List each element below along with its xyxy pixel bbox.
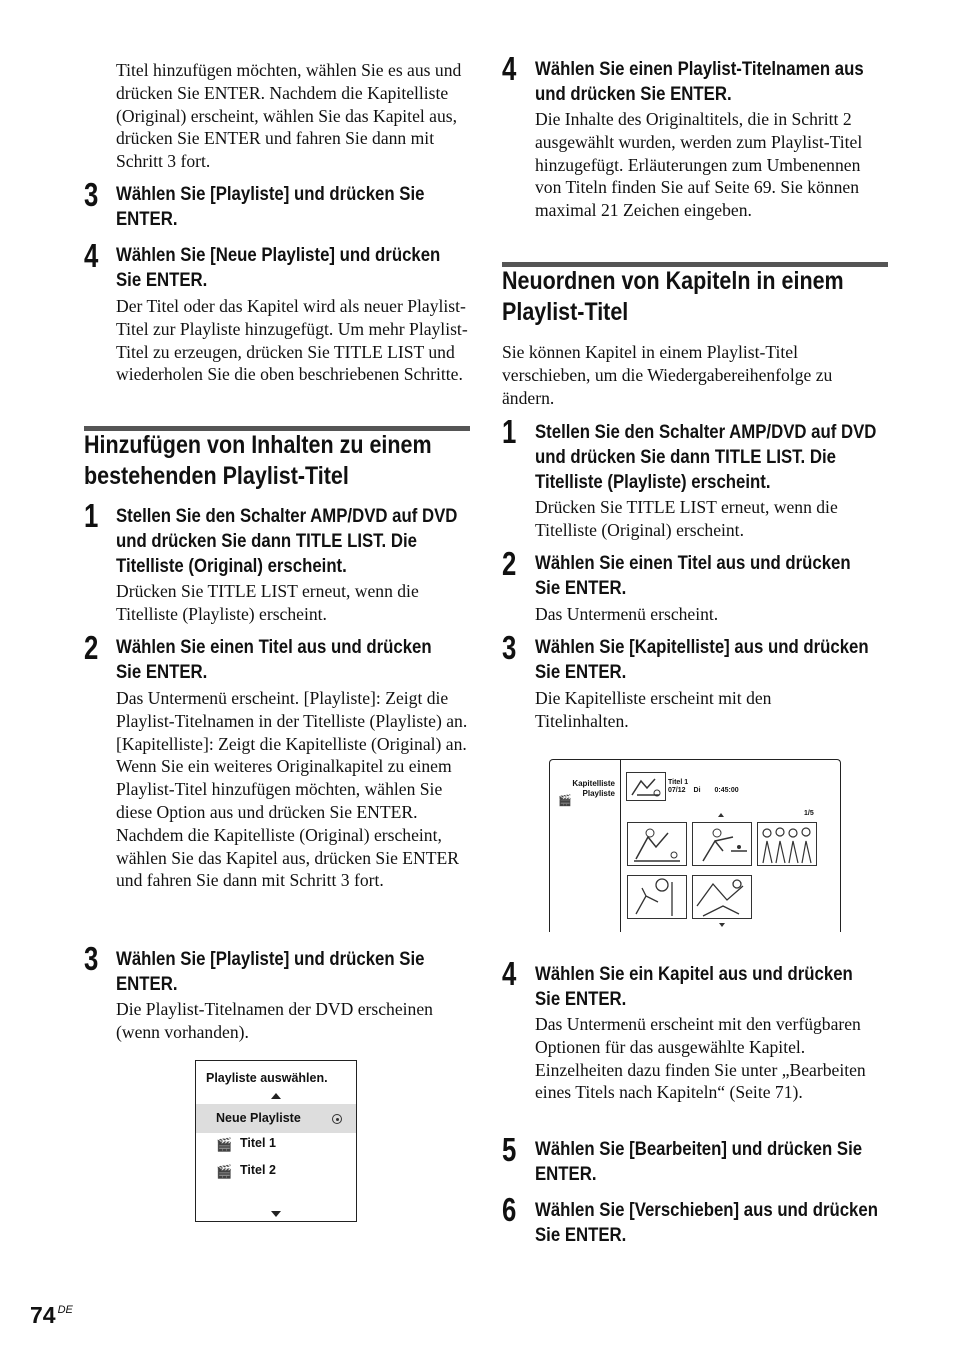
section-title: Neuordnen von Kapiteln in einem Playlist-Titel bbox=[502, 267, 844, 326]
chapter-thumbnail[interactable] bbox=[757, 822, 817, 866]
menu-item-label: Titel 1 bbox=[240, 1136, 276, 1150]
step-number: 5 bbox=[502, 1131, 517, 1168]
language-code: DE bbox=[57, 1304, 73, 1316]
menu-item-label: Titel 2 bbox=[240, 1163, 276, 1177]
step-heading: Wählen Sie [Playliste] und drücken Sie ENTER. bbox=[116, 183, 425, 230]
step-number: 6 bbox=[502, 1191, 517, 1228]
section-intro: Sie können Kapitel in einem Playlist-Titel verschieben, um die Wiedergabereihenfolge zu ändern. bbox=[502, 342, 833, 408]
clapper-icon: 🎬 bbox=[558, 795, 572, 807]
step-number: 4 bbox=[502, 50, 517, 87]
step-body: Der Titel oder das Kapitel wird als neuer Playlist-Titel zur Playliste hinzugefügt. Um mehr Playlist-Titel zu erzeugen, drücken Sie TITLE LIST und wiederholen Sie die oben beschriebenen Schritte. bbox=[116, 296, 468, 385]
step-heading: Wählen Sie [Playliste] und drücken Sie ENTER. bbox=[116, 948, 425, 995]
menu-title: Playliste auswählen. bbox=[206, 1071, 328, 1085]
enter-icon bbox=[332, 1114, 342, 1124]
step-heading: Wählen Sie einen Titel aus und drücken Sie ENTER. bbox=[535, 552, 851, 599]
step-heading: Wählen Sie [Neue Playliste] und drücken Sie ENTER. bbox=[116, 244, 441, 291]
scroll-down-icon[interactable] bbox=[719, 923, 725, 927]
clapper-icon: 🎬 bbox=[216, 1137, 233, 1152]
chapter-thumbnail[interactable] bbox=[692, 875, 752, 919]
step-heading: Wählen Sie einen Playlist-Titelnamen aus und drücken Sie ENTER. bbox=[535, 58, 864, 105]
page-number: 74 $^{DE}$ bbox=[30, 1302, 73, 1328]
scroll-down-icon[interactable] bbox=[271, 1211, 281, 1217]
scroll-up-icon[interactable] bbox=[718, 813, 724, 817]
section-title: Hinzufügen von Inhalten zu einem bestehenden Playlist-Titel bbox=[84, 431, 432, 490]
playlist-menu bbox=[195, 1060, 357, 1222]
title-thumbnail bbox=[626, 772, 666, 801]
intro-paragraph: Titel hinzufügen möchten, wählen Sie es aus und drücken Sie ENTER. Nachdem die Kapitelliste (Original) erscheint, wählen Sie das Kapitel aus, drücken Sie ENTER und fahren Sie dann mit Schritt 3 fort. bbox=[116, 60, 462, 172]
menu-item-title-2[interactable] bbox=[196, 1162, 356, 1186]
step-number: 4 bbox=[84, 237, 99, 274]
step-body: Drücken Sie TITLE LIST erneut, wenn die Titelliste (Original) erscheint. bbox=[535, 497, 838, 540]
step-body: Das Untermenü erscheint. bbox=[535, 604, 719, 624]
step-body: Die Inhalte des Originaltitels, die in Schritt 2 ausgewählt wurden, werden zum Playlist-Titel hinzugefügt. Erläuterungen zum Umbenennen von Titeln finden Sie auf Seite 69. Sie können maximal 21 Zeichen eingeben. bbox=[535, 109, 863, 221]
step-heading: Stellen Sie den Schalter AMP/DVD auf DVD und drücken Sie dann TITLE LIST. Die Titelliste (Playliste) erscheint. bbox=[535, 421, 877, 493]
menu-item-label: Neue Playliste bbox=[216, 1111, 301, 1125]
page-indicator: 1/5 bbox=[804, 810, 814, 817]
scroll-up-icon[interactable] bbox=[271, 1093, 281, 1099]
step-body: Drücken Sie TITLE LIST erneut, wenn die Titelliste (Playliste) erscheint. bbox=[116, 581, 419, 624]
title-info: Titel 1 07/12 Di 0:45:00 bbox=[668, 779, 739, 794]
step-number: 3 bbox=[84, 176, 99, 213]
side-labels: Kapitelliste Playliste bbox=[572, 779, 615, 798]
step-number: 4 bbox=[502, 955, 517, 992]
chapter-list-screen bbox=[549, 759, 841, 932]
chapter-thumbnail[interactable] bbox=[627, 875, 687, 919]
step-body: Die Kapitelliste erscheint mit den Titelinhalten. bbox=[535, 688, 772, 731]
step-body: Die Playlist-Titelnamen der DVD erscheinen (wenn vorhanden). bbox=[116, 999, 433, 1042]
divider bbox=[620, 760, 621, 932]
step-heading: Wählen Sie [Kapitelliste] aus und drücken Sie ENTER. bbox=[535, 636, 869, 683]
step-number: 2 bbox=[502, 545, 517, 582]
step-heading: Wählen Sie [Verschieben] aus und drücken Sie ENTER. bbox=[535, 1199, 878, 1246]
step-number: 2 bbox=[84, 629, 99, 666]
step-body: Das Untermenü erscheint mit den verfügbaren Optionen für das ausgewählte Kapitel. Einzelheiten dazu finden Sie unter „Bearbeiten eines Titels nach Kapiteln“ (Seite 71). bbox=[535, 1014, 866, 1103]
step-heading: Wählen Sie [Bearbeiten] und drücken Sie ENTER. bbox=[535, 1138, 863, 1185]
step-number: 1 bbox=[84, 497, 99, 534]
step-heading: Stellen Sie den Schalter AMP/DVD auf DVD und drücken Sie dann TITLE LIST. Die Titelliste (Original) erscheint. bbox=[116, 505, 458, 577]
step-number: 1 bbox=[502, 413, 517, 450]
step-body: Das Untermenü erscheint. [Playliste]: Zeigt die Playlist-Titelnamen in der Titelliste (Playliste) an. [Kapitelliste]: Zeigt die Kapitelliste (Original) an. Wenn Sie ein weiteres Originalkapitel zu einem Playlist-Titel hinzufügen möchten, wählen Sie diese Option aus und drücken Sie ENTER. Nachdem die Kapitelliste (Original) erscheint, wählen Sie das Kapitel aus, drücken Sie ENTER und fahren Sie dann mit Schritt 3 fort. bbox=[116, 688, 468, 891]
menu-item-title-1[interactable] bbox=[196, 1135, 356, 1159]
clapper-icon: 🎬 bbox=[216, 1164, 233, 1179]
step-number: 3 bbox=[502, 629, 517, 666]
step-heading: Wählen Sie einen Titel aus und drücken Sie ENTER. bbox=[116, 636, 432, 683]
chapter-thumbnail[interactable] bbox=[627, 822, 687, 866]
chapter-thumbnail[interactable] bbox=[692, 822, 752, 866]
step-heading: Wählen Sie ein Kapitel aus und drücken Sie ENTER. bbox=[535, 963, 853, 1010]
menu-item-new-playlist[interactable] bbox=[196, 1104, 356, 1133]
step-number: 3 bbox=[84, 940, 99, 977]
